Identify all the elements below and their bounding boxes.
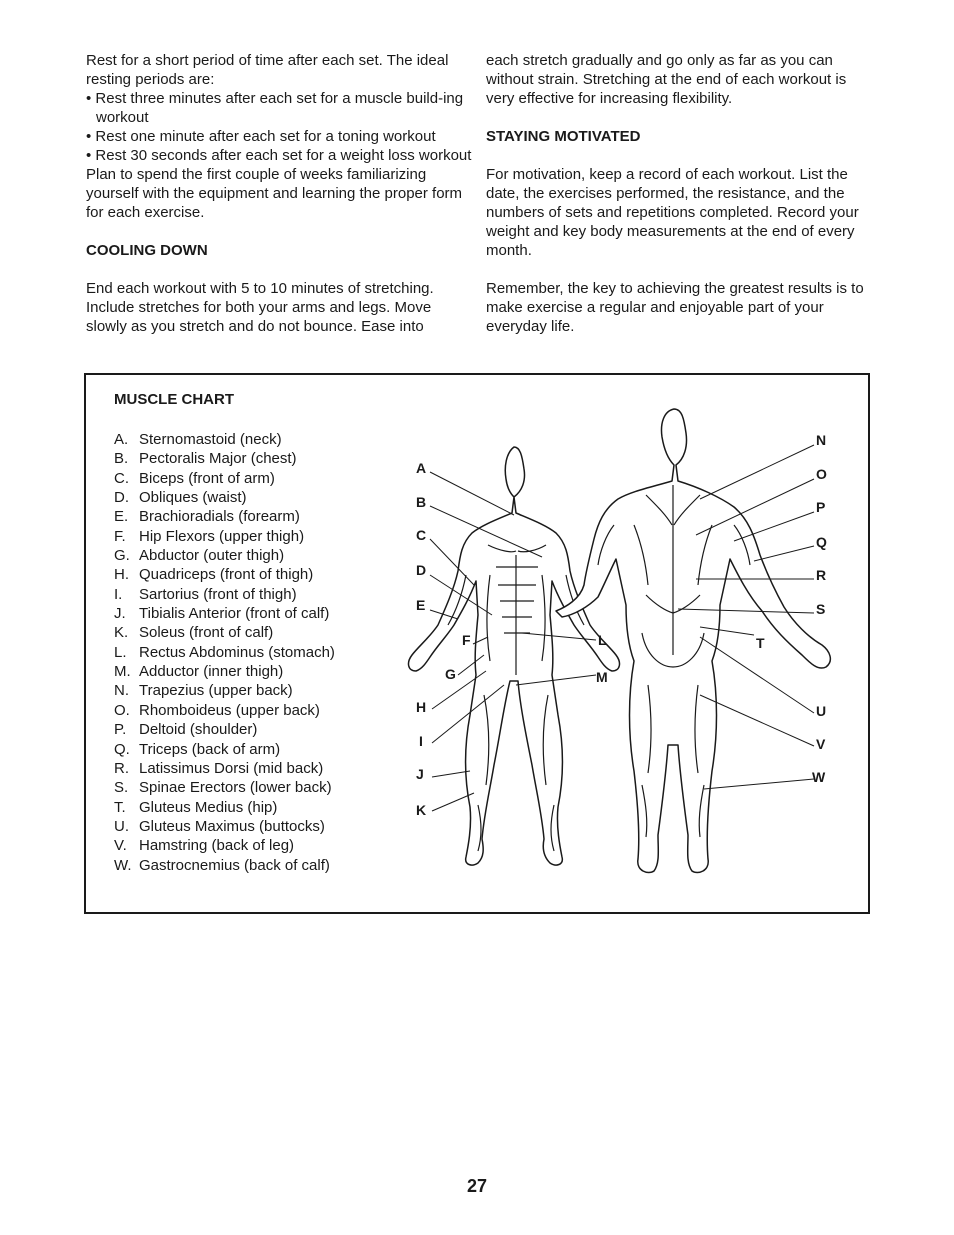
staying-motivated-heading: STAYING MOTIVATED [486,128,641,145]
legend-letter: O. [114,701,130,719]
legend-letter: G. [114,547,130,565]
resting-bullet: • Rest 30 seconds after each set for a weight loss workout [86,147,472,164]
anatomy-figures [86,375,868,912]
muscle-chart-box [84,373,870,914]
legend-label: Hip Flexors (upper thigh) [139,527,305,545]
legend-label: Tibialis Anterior (front of calf) [139,605,330,623]
front-body-figure [409,447,620,865]
closing-paragraph: Remember, the key to achieving the greatest results is to make exercise a regular and enjoyable part of your everyday life. [486,280,864,335]
legend-label: Quadriceps (front of thigh) [139,566,314,584]
legend-label: Abductor (outer thigh) [139,547,285,565]
figure-letter-m: M [596,669,608,685]
figure-letter-s: S [816,601,826,617]
plan-paragraph: Plan to spend the first couple of weeks familiarizing yourself with the equipment and learning the proper form for each exercise. [86,166,463,221]
legend-label: Gastrocnemius (back of calf) [139,856,330,874]
resting-intro: Rest for a short period of time after each set. The ideal resting periods are: [86,52,449,88]
figure-letter-k: K [416,802,427,818]
right-text-column [486,51,876,336]
legend-label: Hamstring (back of leg) [139,837,295,855]
figure-letter-a: A [416,460,427,476]
cooling-down-paragraph: End each workout with 5 to 10 minutes of stretching. Include stretches for both your arms and legs. Move slowly as you stretch and do not bounce. Ease into [86,280,434,335]
legend-label: Sartorius (front of thigh) [139,585,297,603]
legend-letter: U. [114,817,129,835]
figure-letter-v: V [816,736,826,752]
legend-label: Brachioradials (forearm) [139,508,300,526]
legend-label: Trapezius (upper back) [139,682,293,700]
legend-letter: I. [114,585,123,603]
figure-letter-l: L [598,632,607,648]
legend-letter: R. [114,759,129,777]
legend-letter: K. [114,624,129,642]
legend-letter: N. [114,682,129,700]
legend-letter: L. [114,643,127,661]
left-text-column [86,51,472,336]
legend-label: Gluteus Medius (hip) [139,798,278,816]
legend-letter: F. [114,527,126,545]
figure-letter-o: O [816,466,827,482]
figure-letter-q: Q [816,534,827,550]
legend-label: Adductor (inner thigh) [139,663,284,681]
legend-label: Rectus Abdominus (stomach) [139,643,335,661]
resting-bullet: • Rest one minute after each set for a toning workout [86,128,436,145]
legend-letter: Q. [114,740,130,758]
legend-letter: T. [114,798,126,816]
cooling-down-heading: COOLING DOWN [86,242,208,259]
figure-letter-f: F [462,632,471,648]
figure-letter-e: E [416,597,426,613]
figure-letter-n: N [816,432,827,448]
legend-label: Gluteus Maximus (buttocks) [139,817,325,835]
legend-letter: J. [114,605,126,623]
legend-letter: S. [114,779,129,797]
legend-letter: V. [114,837,127,855]
figure-letter-d: D [416,562,427,578]
resting-bullet: • Rest three minutes after each set for a muscle build-ing workout [86,90,464,126]
page-number: 27 [466,1176,488,1196]
legend-letter: A. [114,431,129,448]
stretch-continued-paragraph: each stretch gradually and go only as far as you can without strain. Stretching at the end of each workout is very effective for increasing flexibility. [486,52,847,107]
figure-letter-c: C [416,527,427,543]
legend-label: Obliques (waist) [139,489,247,507]
legend-label: Soleus (front of calf) [139,624,274,642]
figure-letter-p: P [816,499,826,515]
legend-letter: E. [114,508,129,526]
legend-letter: W. [114,856,132,874]
figure-letter-h: H [416,699,427,715]
figure-letter-t: T [756,635,765,651]
legend-letter: M. [114,663,131,681]
legend-label: Biceps (front of arm) [139,469,275,487]
legend-label: Spinae Erectors (lower back) [139,779,332,797]
legend-letter: H. [114,566,129,584]
legend-label: Sternomastoid (neck) [139,431,282,448]
legend-letter: D. [114,489,129,507]
figure-letter-r: R [816,567,827,583]
figure-letter-g: G [445,666,456,682]
figure-letter-u: U [816,703,827,719]
figure-letter-i: I [419,733,423,749]
legend-label: Rhomboideus (upper back) [139,701,320,719]
figure-letter-b: B [416,494,427,510]
motivation-paragraph: For motivation, keep a record of each workout. List the date, the exercises performed, the resistance, and the numbers of sets and repetitions completed. Record your weight and key body measurements at the end of every month. [486,166,859,259]
legend-label: Pectoralis Major (chest) [139,450,297,468]
legend-label: Triceps (back of arm) [139,740,281,758]
legend-label: Deltoid (shoulder) [139,721,258,739]
legend-letter: B. [114,450,129,468]
figure-letter-w: W [812,769,826,785]
legend-letter: P. [114,721,127,739]
legend-label: Latissimus Dorsi (mid back) [139,759,324,777]
figure-letter-j: J [416,766,424,782]
muscle-chart-title: MUSCLE CHART [114,391,234,408]
legend-letter: C. [114,469,129,487]
